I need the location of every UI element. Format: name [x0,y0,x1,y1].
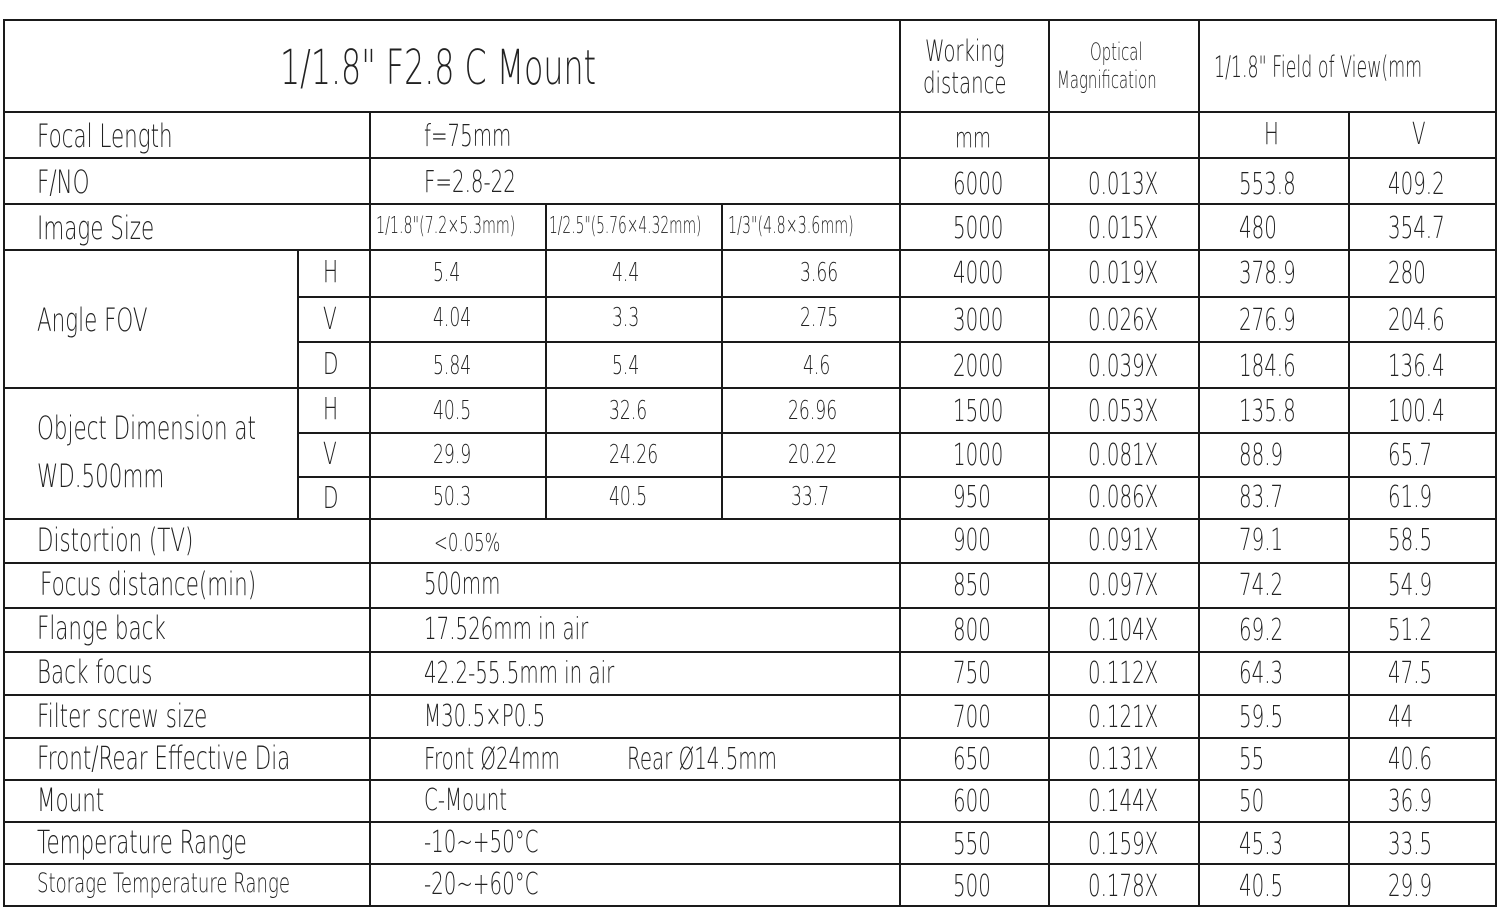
value-storage-temperature: -20~+60°C [424,867,539,902]
fov-mag-cell: 0.144X [1088,784,1159,819]
angle-fov-v-2: 3.3 [612,303,640,333]
angle-fov-v-3: 2.75 [800,303,839,333]
wd-unit: mm [955,121,992,154]
fov-wd-cell: 850 [953,568,991,603]
angle-fov-axis-d: D [323,347,339,382]
fov-wd-cell: 650 [953,742,991,777]
label-flange-back: Flange back [37,609,166,647]
fov-wd-cell: 3000 [953,303,1004,338]
fov-v-cell: 33.5 [1388,827,1433,862]
row-line-1 [3,111,1497,113]
header-working-distance-line1: Working [925,34,1005,68]
label-image-size: Image Size [37,209,155,247]
fov-mag-cell: 0.019X [1088,256,1159,291]
angle-fov-axis-h: H [323,255,339,290]
image-size-2: 1/2.5"(5.76×4.32mm) [549,213,702,239]
object-dimension-h-1: 40.5 [433,396,472,426]
fov-mag-cell: 0.104X [1088,613,1159,648]
fov-v-cell: 54.9 [1388,568,1433,603]
divider-v-spec [899,19,901,907]
label-focal-length: Focal Length [37,117,173,155]
fov-wd-cell: 1000 [953,438,1004,473]
label-fno: F/NO [37,163,90,201]
divider-v-mag [1198,19,1200,907]
table-border-left [3,19,5,907]
header-working-distance-line2: distance [923,66,1007,100]
label-mount: Mount [37,781,105,819]
fov-v-cell: 36.9 [1388,784,1433,819]
divider-v-size1 [545,204,547,518]
fov-mag-cell: 0.015X [1088,211,1159,246]
label-object-dimension-line1: Object Dimension at [37,409,256,447]
angle-fov-d-1: 5.84 [433,351,472,381]
fov-v-cell: 204.6 [1388,303,1445,338]
fov-v-cell: 100.4 [1388,394,1445,429]
label-temperature: Temperature Range [37,823,247,861]
fov-mag-cell: 0.091X [1088,523,1159,558]
header-field-of-view: 1/1.8" Field of View(mm [1214,50,1423,84]
row-line-3 [3,203,1497,205]
divider-v-size2 [721,204,723,518]
label-effective-dia: Front/Rear Effective Dia [37,739,291,777]
value-back-focus: 42.2-55.5mm in air [424,656,615,691]
value-effective-dia-rear: Rear Ø14.5mm [627,742,777,777]
angle-fov-d-3: 4.6 [803,351,831,381]
fov-wd-cell: 700 [953,700,991,735]
fov-h-cell: 40.5 [1239,869,1284,904]
fov-h-cell: 88.9 [1239,438,1284,473]
table-border-right [1495,19,1497,907]
row-line-11 [3,562,1497,564]
object-dimension-v-1: 29.9 [433,440,472,470]
fov-h-cell: 553.8 [1239,167,1296,202]
label-distortion: Distortion (TV) [37,521,194,559]
fov-wd-cell: 800 [953,613,991,648]
value-focal-length: f=75mm [424,119,512,154]
row-line-10 [3,518,1497,520]
fov-mag-cell: 0.039X [1088,349,1159,384]
fov-wd-cell: 900 [953,523,991,558]
fov-v-cell: 354.7 [1388,211,1445,246]
row-line-9 [297,476,1497,478]
fov-v-cell: 40.6 [1388,742,1433,777]
fov-mag-cell: 0.159X [1088,827,1159,862]
angle-fov-axis-v: V [323,302,337,337]
table-title: 1/1.8" F2.8 C Mount [280,40,597,96]
fov-mag-cell: 0.081X [1088,438,1159,473]
fov-h-cell: 480 [1239,211,1277,246]
fov-h-cell: 59.5 [1239,700,1284,735]
row-line-5 [297,296,1497,298]
fov-v-cell: 58.5 [1388,523,1433,558]
angle-fov-h-2: 4.4 [612,258,640,288]
fov-h-cell: 55 [1239,742,1265,777]
fov-v-cell: 61.9 [1388,480,1433,515]
fov-v-cell: 47.5 [1388,656,1433,691]
fov-h-cell: 184.6 [1239,349,1296,384]
object-dimension-h-2: 32.6 [609,396,648,426]
fov-v-cell: 65.7 [1388,438,1433,473]
fov-wd-cell: 2000 [953,349,1004,384]
object-dimension-d-3: 33.7 [791,482,830,512]
image-size-1: 1/1.8"(7.2×5.3mm) [376,213,516,239]
divider-v-wd [1048,19,1050,907]
image-size-3: 1/3"(4.8×3.6mm) [728,213,854,239]
label-storage-temperature: Storage Temperature Range [37,868,290,899]
fov-v-cell: 409.2 [1388,167,1445,202]
label-focus-distance: Focus distance(min) [40,565,257,603]
value-filter-screw: M30.5×P0.5 [424,699,546,734]
label-object-dimension-line2: WD.500mm [37,457,165,495]
object-dimension-d-2: 40.5 [609,482,648,512]
table-border-bottom [3,905,1497,907]
fov-v-cell: 136.4 [1388,349,1445,384]
row-line-12 [3,607,1497,609]
object-dimension-axis-d: D [323,481,339,516]
fov-mag-cell: 0.097X [1088,568,1159,603]
fov-wd-cell: 1500 [953,394,1004,429]
fov-mag-cell: 0.053X [1088,394,1159,429]
divider-v-label [369,111,371,906]
fov-mag-cell: 0.131X [1088,742,1159,777]
fov-mag-cell: 0.112X [1088,656,1159,691]
value-flange-back: 17.526mm in air [424,612,589,647]
row-line-13 [3,651,1497,653]
fov-h-cell: 135.8 [1239,394,1296,429]
divider-v-hv [1348,111,1350,906]
value-distortion: <0.05% [434,528,501,557]
fov-v-cell: 29.9 [1388,869,1433,904]
object-dimension-d-1: 50.3 [433,482,472,512]
fov-h-cell: 276.9 [1239,303,1296,338]
divider-v-axis [297,250,299,518]
fov-mag-cell: 0.086X [1088,480,1159,515]
row-line-6 [297,341,1497,343]
row-line-14 [3,694,1497,696]
object-dimension-v-3: 20.22 [788,440,838,470]
angle-fov-h-1: 5.4 [433,258,461,288]
fov-mag-cell: 0.178X [1088,869,1159,904]
row-line-8 [297,432,1497,434]
label-filter-screw: Filter screw size [37,697,208,735]
fov-mag-cell: 0.013X [1088,167,1159,202]
fov-wd-cell: 950 [953,480,991,515]
fov-h-cell: 50 [1239,784,1265,819]
fov-wd-cell: 5000 [953,211,1004,246]
fov-wd-cell: 500 [953,869,991,904]
fov-mag-cell: 0.121X [1088,700,1159,735]
fov-wd-cell: 600 [953,784,991,819]
row-line-4 [3,249,1497,251]
object-dimension-axis-h: H [323,392,339,427]
value-mount: C-Mount [424,783,508,818]
header-optical-magnification-line1: Optical [1090,38,1143,66]
fov-h-cell: 378.9 [1239,256,1296,291]
table-border-top [3,19,1497,21]
angle-fov-v-1: 4.04 [433,303,472,333]
row-line-2 [3,157,1497,159]
fov-v-cell: 51.2 [1388,613,1433,648]
fov-wd-cell: 6000 [953,167,1004,202]
row-line-16 [3,779,1497,781]
header-optical-magnification-line2: Magnification [1057,66,1157,94]
fov-h-cell: 45.3 [1239,827,1284,862]
fov-wd-cell: 750 [953,656,991,691]
angle-fov-h-3: 3.66 [800,258,839,288]
object-dimension-axis-v: V [323,437,337,472]
value-effective-dia-front: Front Ø24mm [424,742,560,777]
fov-h-cell: 79.1 [1239,523,1284,558]
fov-mag-cell: 0.026X [1088,303,1159,338]
object-dimension-h-3: 26.96 [788,396,838,426]
fov-h-cell: 69.2 [1239,613,1284,648]
fov-h-cell: 74.2 [1239,568,1284,603]
fov-v-label: V [1412,117,1426,152]
value-focus-distance: 500mm [424,567,501,602]
label-back-focus: Back focus [37,653,153,691]
value-temperature: -10~+50°C [424,825,539,860]
value-fno: F=2.8-22 [424,165,516,200]
label-angle-fov: Angle FOV [37,301,148,339]
angle-fov-d-2: 5.4 [612,351,640,381]
fov-h-label: H [1264,117,1279,152]
fov-wd-cell: 4000 [953,256,1004,291]
fov-v-cell: 44 [1388,700,1414,735]
row-line-18 [3,863,1497,865]
fov-wd-cell: 550 [953,827,991,862]
fov-h-cell: 83.7 [1239,480,1284,515]
fov-v-cell: 280 [1388,256,1426,291]
object-dimension-v-2: 24.26 [609,440,659,470]
fov-h-cell: 64.3 [1239,656,1284,691]
row-line-7 [3,387,1497,389]
